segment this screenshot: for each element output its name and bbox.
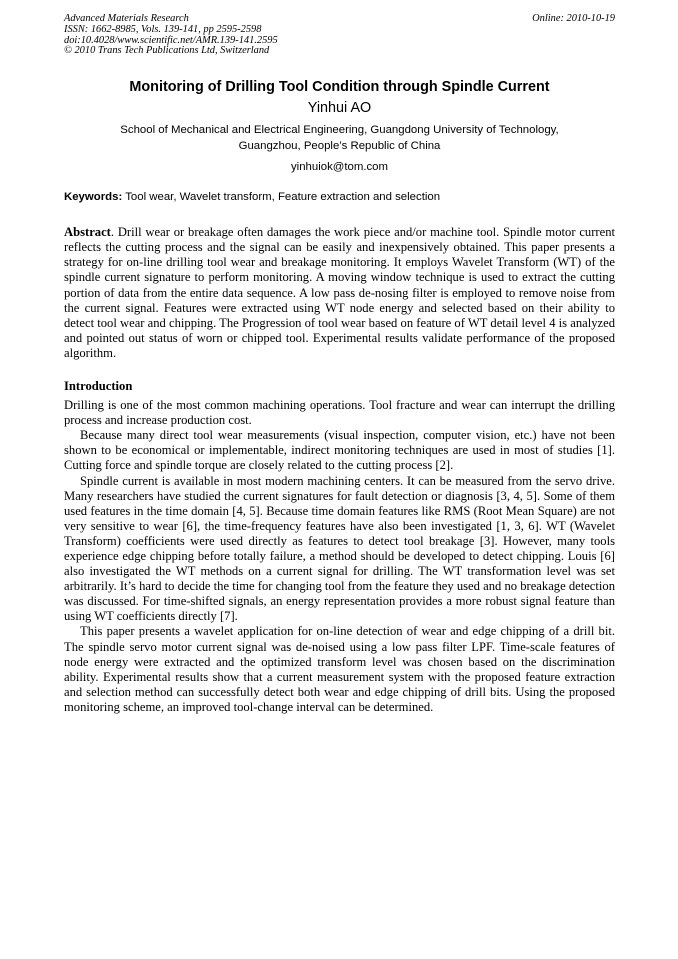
keywords: [64, 190, 615, 205]
affiliation-line-2: Guangzhou, People’s Republic of China: [238, 139, 441, 152]
introduction-heading: Introduction: [64, 379, 133, 394]
abstract-text: . Drill wear or breakage often damages the work piece and/or machine tool. Spindle motor current reflects the cutting process and the signal can be easily and inexpensively obtained. This paper presents a strategy for on-line drilling tool wear and breakage monitoring. It employs Wavelet Transform (WT) of the spindle current signature to perform monitoring. A moving window technique is used to extract the cutting portion of data from the entire data sequence. A low pass de-nosing filter is employed to remove noise from the current signal. Features were extracted using WT node energy and selected based on their ability to detect tool wear and chipping. The Progression of tool wear based on feature of WT detail level 4 is analyzed and pointed out status of worn or chipped tool. Experimental results validate performance of the proposed algorithm.: [64, 225, 615, 360]
abstract-label: Abstract: [64, 225, 111, 240]
author-email: yinhuiok@tom.com: [290, 161, 389, 174]
journal-header: [64, 14, 615, 57]
intro-paragraph-4: This paper presents a wavelet application for on-line detection of wear and edge chipping of a drill bit. The spindle servo motor current signal was de-noised using a low pass filter LPF. Time-scale features of node energy were extracted and the optimized transform level was chosen based on the discrimination ability. Experimental results show that a current measurement system with the proposed feature extraction and selection method can successfully detect both wear and edge chipping of drill bits. Using the proposed monitoring scheme, an improved tool-change interval can be determined.: [64, 624, 615, 714]
introduction-body: [64, 398, 615, 715]
keywords-text: Tool wear, Wavelet transform, Feature extraction and selection: [125, 191, 441, 204]
journal-name: Advanced Materials Research: [64, 13, 189, 24]
author-name: Yinhui AO: [307, 100, 372, 117]
paper-page: [64, 14, 615, 715]
intro-paragraph-1: Drilling is one of the most common machining operations. Tool fracture and wear can interrupt the drilling process and increase production cost.: [64, 398, 615, 428]
intro-paragraph-2: Because many direct tool wear measurements (visual inspection, computer vision, etc.) have not been shown to be economical or implementable, indirect monitoring techniques are used in most of studies [1]. Cutting force and spindle torque are closely related to the cutting process [2].: [64, 428, 615, 473]
copyright-line: © 2010 Trans Tech Publications Ltd, Switzerland: [64, 45, 270, 57]
abstract: [64, 225, 615, 361]
keywords-label: Keywords:: [64, 191, 123, 204]
doi-line: doi:10.4028/www.scientific.net/AMR.139-141.2595: [64, 34, 278, 46]
online-date: Online: 2010-10-19: [532, 13, 615, 24]
paper-title: Monitoring of Drilling Tool Condition through Spindle Current: [129, 79, 550, 96]
affiliation-line-1: School of Mechanical and Electrical Engineering, Guangdong University of Technology,: [120, 124, 559, 137]
issn-line: ISSN: 1662-8985, Vols. 139-141, pp 2595-2598: [64, 23, 262, 35]
affiliation: [64, 123, 615, 154]
intro-paragraph-3: Spindle current is available in most modern machining centers. It can be measured from the servo drive. Many researchers have studied the current signatures for fault detection or diagnosis [3, 4, 5]. Some of them used features in the time domain [4, 5]. Because time domain features like RMS (Root Mean Square) are not very sensitive to wear [6], the time-frequency features have also been investigated [1, 3, 6]. WT (Wavelet Transform) coefficients were used directly as features to detect tool breakage [3]. However, many tools experience edge chipping before totally failure, a method should be developed to detect chipping. Louis [6] also investigated the WT methods on a current signal for drilling. The WT transformation level was set arbitrarily. It’s hard to decide the time for changing tool from the feature they used and no breakage detection was discussed. For time-shifted signals, an energy representation provides a more robust signal feature than using WT coefficients directly [7].: [64, 473, 615, 624]
